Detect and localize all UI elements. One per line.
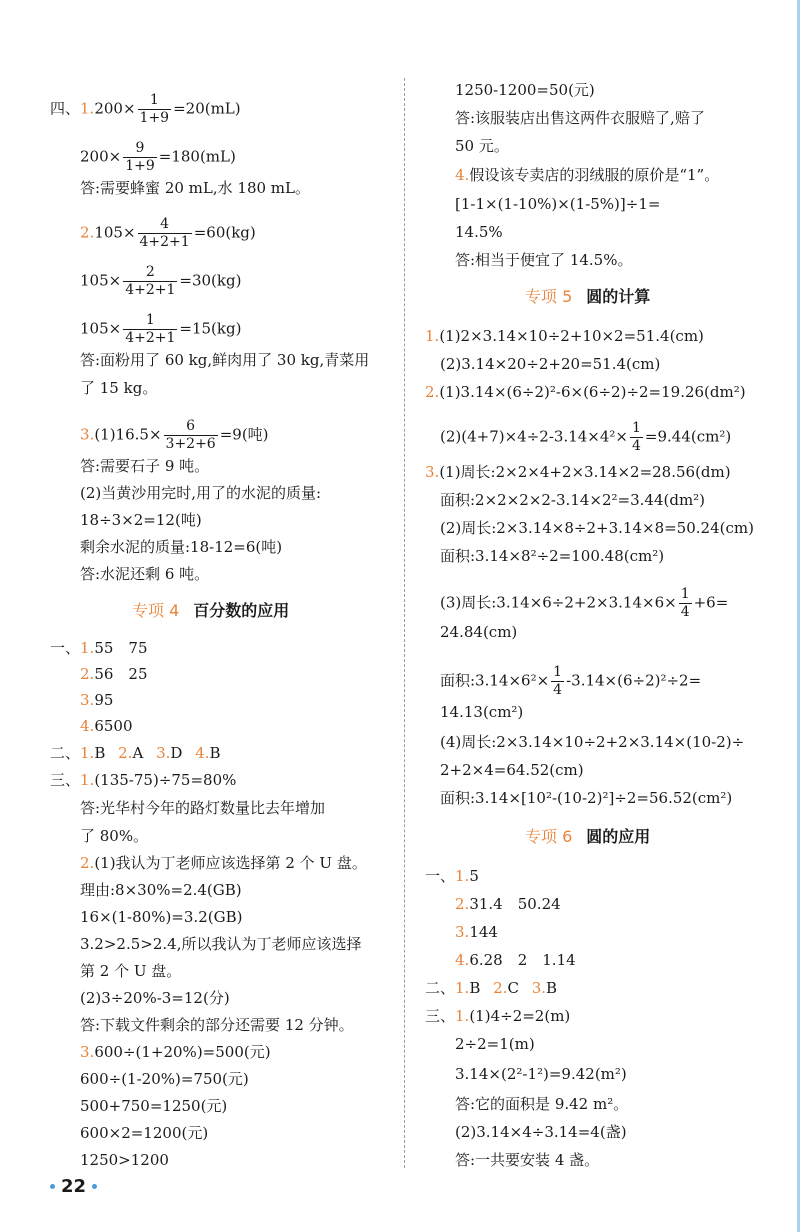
list-item: 三、1.(135-75)÷75=80%: [50, 771, 237, 789]
section-heading-6: 专项 6 圆的应用: [525, 827, 651, 846]
solution-text: (2)当黄沙用完时,用了的水泥的质量:: [80, 484, 322, 502]
list-item: 4.6500: [80, 717, 133, 735]
fraction: $\frac{9}{1+9}$: [125, 140, 155, 174]
section-label: 二、: [50, 744, 81, 762]
solution-text: (2)3.14×4÷3.14=4(盏): [455, 1123, 627, 1141]
list-item: 3.600÷(1+20%)=500(元): [80, 1043, 271, 1061]
solution-text: 理由:8×30%=2.4(GB): [80, 881, 242, 899]
q4-2-line-a: 2.105× $\frac{4}{4+2+1}$ =60(kg): [80, 216, 256, 250]
list-item: 2.31.4 50.24: [455, 895, 561, 913]
solution-text: 1250-1200=50(元): [455, 81, 595, 99]
question-number: 2.: [80, 223, 95, 242]
solution-text: (2)3.14×20÷2+20=51.4(cm): [440, 355, 661, 373]
fraction: $\frac{6}{3+2+6}$: [165, 418, 216, 452]
section-heading-5: 专项 5 圆的计算: [525, 287, 651, 306]
section-heading-4: 专项 4 百分数的应用: [132, 601, 290, 620]
list-item: 三、1.(1)4÷2=2(m): [425, 1007, 571, 1025]
section-label: 三、: [425, 1007, 456, 1025]
section-label: 一、: [425, 867, 456, 885]
answer-text: 答:下载文件剩余的部分还需要 12 分钟。: [80, 1016, 354, 1034]
solution-text: 面积:3.14×[10²-(10-2)²]÷2=56.52(cm²): [440, 789, 733, 807]
list-item: 3.95: [80, 691, 114, 709]
list-item: 3.144: [455, 923, 498, 941]
list-item: 1.(1)2×3.14×10÷2+10×2=51.4(cm): [425, 327, 704, 345]
solution-text: 14.5%: [455, 223, 503, 241]
solution-text: (2)周长:2×3.14×8÷2+3.14×8=50.24(cm): [440, 519, 754, 537]
fraction: $\frac{2}{4+2+1}$: [125, 264, 176, 298]
dot-icon: [50, 1184, 55, 1189]
answer-text: 50 元。: [455, 137, 509, 155]
list-item: 3.(1)周长:2×2×4+2×3.14×2=28.56(dm): [425, 463, 731, 481]
list-item: 4.6.28 2 1.14: [455, 951, 576, 969]
solution-text: 14.13(cm²): [440, 703, 524, 721]
solution-text: 600×2=1200(元): [80, 1124, 209, 1142]
answer-text: 了 15 kg。: [80, 379, 158, 397]
fraction: $\frac{4}{4+2+1}$: [139, 216, 190, 250]
column-divider: [404, 78, 405, 1168]
solution-text: 剩余水泥的质量:18-12=6(吨): [80, 538, 283, 556]
section-label: 二、: [425, 979, 456, 997]
solution-text: 面积:3.14×8²÷2=100.48(cm²): [440, 547, 665, 565]
answer-text: 了 80%。: [80, 827, 149, 845]
solution-text: (2)3÷20%-3=12(分): [80, 989, 230, 1007]
section-label: 三、: [50, 771, 81, 789]
answer-text: 答:需要蜂蜜 20 mL,水 180 mL。: [80, 179, 310, 197]
solution-text: 2÷2=1(m): [455, 1035, 535, 1053]
fraction-line: (2)(4+7)×4÷2-3.14×4²× $\frac{1}{4}$ =9.44(cm²): [440, 420, 732, 454]
list-item: 一、1.55 75: [50, 639, 148, 657]
list-item: 4.假设该专卖店的羽绒服的原价是“1”。: [455, 166, 720, 184]
solution-text: 16×(1-80%)=3.2(GB): [80, 908, 243, 926]
list-item: 2.(1)3.14×(6÷2)²-6×(6÷2)÷2=19.26(dm²): [425, 383, 746, 401]
fraction: $\frac{1}{4}$: [680, 586, 690, 620]
answer-text: 答:面粉用了 60 kg,鲜肉用了 30 kg,青菜用: [80, 351, 370, 369]
solution-text: 3.2>2.5>2.4,所以我认为丁老师应该选择: [80, 935, 362, 953]
question-number: 1.: [80, 99, 95, 118]
section-label: 一、: [50, 639, 81, 657]
answer-text: 答:它的面积是 9.42 m²。: [455, 1095, 629, 1113]
answer-text: 答:光华村今年的路灯数量比去年增加: [80, 799, 326, 817]
page-number: 22: [61, 1176, 87, 1197]
solution-text: (4)周长:2×3.14×10÷2+2×3.14×(10-2)÷: [440, 733, 745, 751]
solution-text: 1250>1200: [80, 1151, 169, 1169]
q4-1-line-b: 200× $\frac{9}{1+9}$ =180(mL): [80, 140, 236, 174]
solution-text: 2+2×4=64.52(cm): [440, 761, 584, 779]
answer-text: 答:该服装店出售这两件衣服赔了,赔了: [455, 109, 705, 127]
solution-text: 18÷3×2=12(吨): [80, 511, 202, 529]
q4-1-line-a: 四、1.200× $\frac{1}{1+9}$ =20(mL): [50, 92, 241, 126]
section-label: 四、: [50, 99, 81, 118]
solution-text: 面积:2×2×2×2-3.14×2²=3.44(dm²): [440, 491, 706, 509]
solution-text: 3.14×(2²-1²)=9.42(m²): [455, 1065, 627, 1083]
list-item: 一、1.5: [425, 867, 479, 885]
solution-text: [1-1×(1-10%)×(1-5%)]÷1=: [455, 195, 661, 213]
answer-text: 答:一共要安装 4 盏。: [455, 1151, 600, 1169]
fraction-line: (3)周长:3.14×6÷2+2×3.14×6× $\frac{1}{4}$ +6=: [440, 586, 729, 620]
solution-text: 第 2 个 U 盘。: [80, 962, 182, 980]
list-item: 2.(1)我认为丁老师应该选择第 2 个 U 盘。: [80, 854, 367, 872]
fraction: $\frac{1}{4}$: [553, 664, 563, 698]
fraction: $\frac{1}{4}$: [632, 420, 641, 454]
page-footer: [50, 1176, 97, 1197]
fraction: $\frac{1}{1+9}$: [139, 92, 170, 126]
solution-text: 500+750=1250(元): [80, 1097, 228, 1115]
q4-3-line-a: 3.(1)16.5× $\frac{6}{3+2+6}$ =9(吨): [80, 418, 269, 452]
answer-text: 答:需要石子 9 吨。: [80, 457, 210, 475]
list-item: 二、1.B 2.A 3.D 4.B: [50, 744, 221, 762]
fraction-line: 面积:3.14×6²× $\frac{1}{4}$ -3.14×(6÷2)²÷2=: [440, 664, 702, 698]
answer-text: 答:水泥还剩 6 吨。: [80, 565, 210, 583]
answer-text: 答:相当于便宜了 14.5%。: [455, 251, 633, 269]
q4-2-line-b: 105× $\frac{2}{4+2+1}$ =30(kg): [80, 264, 242, 298]
dot-icon: [92, 1184, 97, 1189]
solution-text: 600÷(1-20%)=750(元): [80, 1070, 249, 1088]
list-item: 2.56 25: [80, 665, 148, 683]
fraction: $\frac{1}{4+2+1}$: [125, 312, 176, 346]
question-number: 3.: [80, 425, 95, 444]
solution-text: 24.84(cm): [440, 623, 518, 641]
q4-2-line-c: 105× $\frac{1}{4+2+1}$ =15(kg): [80, 312, 242, 346]
list-item: 二、1.B 2.C 3.B: [425, 979, 558, 997]
